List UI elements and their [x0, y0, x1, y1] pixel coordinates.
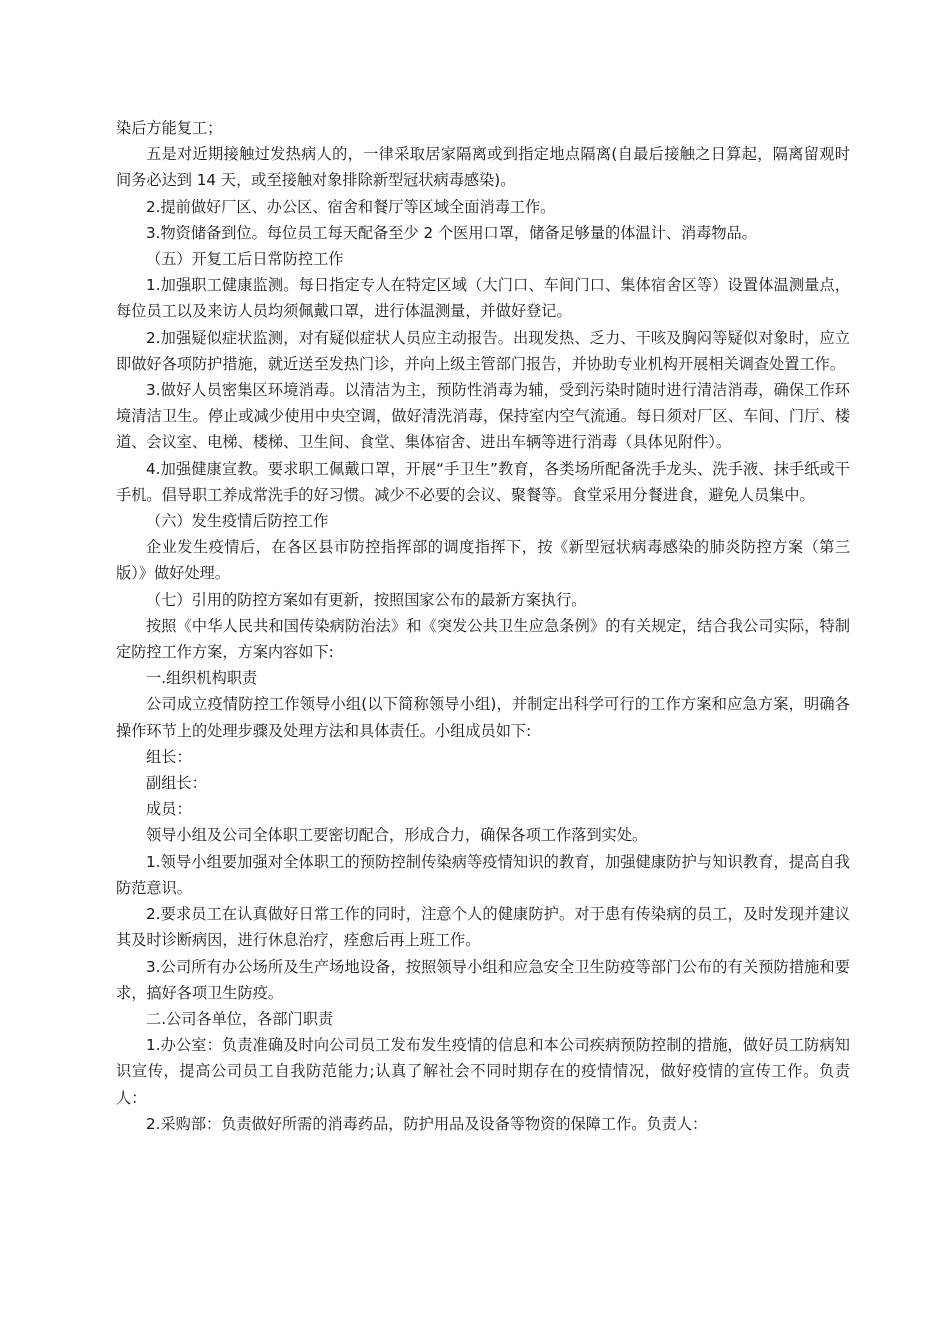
- paragraph: 3.公司所有办公场所及生产场地设备，按照领导小组和应急安全卫生防疫等部门公布的有关预防措施和要求，搞好各项卫生防疫。: [116, 957, 850, 1002]
- paragraph: 领导小组及公司全体职工要密切配合，形成合力，确保各项工作落到实处。: [146, 826, 648, 845]
- paragraph: 成员：: [146, 800, 192, 819]
- paragraph: 公司成立疫情防控工作领导小组(以下简称领导小组)，并制定出科学可行的工作方案和应急方案，明确各操作环节上的处理步骤及处理方法和具体责任。小组成员如下:: [116, 695, 850, 740]
- section-heading: 二.公司各单位，各部门职责: [146, 1009, 334, 1028]
- paragraph: 企业发生疫情后，在各区县市防控指挥部的调度指挥下，按《新型冠状病毒感染的肺炎防控方案（第三版）》做好处理。: [116, 538, 850, 583]
- paragraph: 组长：: [146, 747, 192, 766]
- paragraph: 3.物资储备到位。每位员工每天配备至少 2 个医用口罩，储备足够量的体温计、消毒物品。: [146, 223, 757, 242]
- section-heading: （六）发生疫情后防控工作: [146, 512, 329, 531]
- paragraph: 1.领导小组要加强对全体职工的预防控制传染病等疫情知识的教育，加强健康防护与知识教育，提高自我防范意识。: [116, 852, 850, 897]
- paragraph: 2.加强疑似症状监测，对有疑似症状人员应主动报告。出现发热、乏力、干咳及胸闷等疑似对象时，应立即做好各项防护措施，就近送至发热门诊，并向上级主管部门报告，并协助专业机构开展相关调查处置工作。: [116, 328, 850, 373]
- paragraph: （七）引用的防控方案如有更新，按照国家公布的最新方案执行。: [146, 590, 587, 609]
- paragraph: 按照《中华人民共和国传染病防治法》和《突发公共卫生应急条例》的有关规定，结合我公司实际，特制定防控工作方案，方案内容如下:: [116, 616, 850, 662]
- section-heading: （五）开复工后日常防控工作: [146, 250, 344, 269]
- paragraph: 2.要求员工在认真做好日常工作的同时，注意个人的健康防护。对于患有传染病的员工，及时发现并建议其及时诊断病因，进行休息治疗，痊愈后再上班工作。: [116, 905, 850, 950]
- paragraph-continuation: 染后方能复工；: [116, 119, 223, 137]
- section-heading: 一.组织机构职责: [146, 669, 258, 688]
- paragraph: 2.采购部：负责做好所需的消毒药品，防护用品及设备等物资的保障工作。负责人：: [146, 1114, 708, 1133]
- paragraph: 1.办公室：负责准确及时向公司员工发布发生疫情的信息和本公司疾病预防控制的措施，做好员工防病知识宣传，提高公司员工自我防范能力;认真了解社会不同时期存在的疫情情况，做好疫情的宣传工作。负责人：: [116, 1036, 850, 1107]
- document-body: [116, 115, 850, 1137]
- paragraph: 3.做好人员密集区环境消毒。以清洁为主，预防性消毒为辅，受到污染时随时进行清洁消毒，确保工作环境清洁卫生。停止或减少使用中央空调，做好清洗消毒，保持室内空气流通。每日须对厂区、车间、门厅、楼道、会议室、电梯、楼梯、卫生间、食堂、集体宿舍、进出车辆等进行消毒（具体见附件）。: [116, 381, 850, 452]
- paragraph: 1.加强职工健康监测。每日指定专人在特定区域（大门口、车间门口、集体宿舍区等）设置体温测量点，每位员工以及来访人员均须佩戴口罩，进行体温测量，并做好登记。: [116, 276, 850, 321]
- paragraph: 五是对近期接触过发热病人的，一律采取居家隔离或到指定地点隔离(自最后接触之日算起，隔离留观时间务必达到 14 天，或至接触对象排除新型冠状病毒感染)。: [116, 145, 850, 190]
- paragraph: 4.加强健康宣教。要求职工佩戴口罩，开展“手卫生”教育，各类场所配备洗手龙头、洗手液、抹手纸或干手机。倡导职工养成常洗手的好习惯。减少不必要的会议、聚餐等。食堂采用分餐进食，避免人员集中。: [116, 459, 850, 504]
- paragraph: 副组长：: [146, 774, 207, 793]
- paragraph: 2.提前做好厂区、办公区、宿舍和餐厅等区域全面消毒工作。: [146, 197, 556, 216]
